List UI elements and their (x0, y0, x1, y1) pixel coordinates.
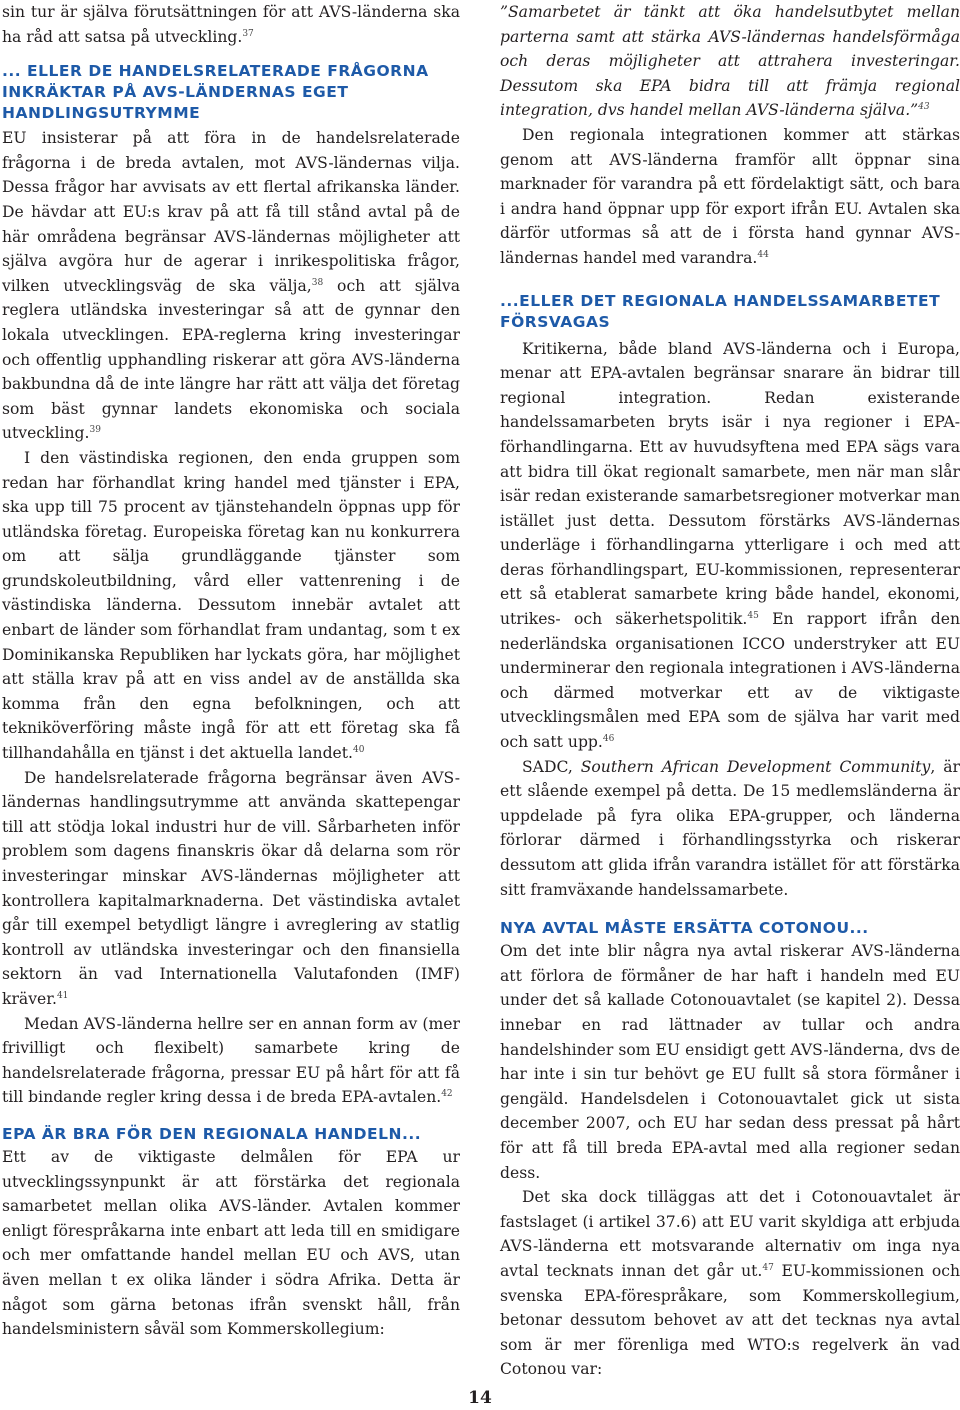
footnote-ref: 45 (747, 611, 759, 622)
paragraph: De handelsrelaterade frågorna begränsar även AVS-ländernas handlingsutrymme att använda skattepengar till att stödja lokal industri hur de vill. Sårbarheten inför problem som dagens finanskris ökar då delarna som rör investeringar minskar AVS-ländernas möjligheter att kontrollera kapitalmarknaderna. Det västindiska avtalet går till exempel betydligt längre i avreglering av statlig kontroll av utländska investeringar och den finansiella sektorn än vad Internationella Valutafonden (IMF) kräver.$^{41}$ (2, 768, 460, 1008)
paragraph: Om det inte blir några nya avtal riskerar AVS-länderna att förlora de förmåner de har haft i handeln med EU under det så kallade Cotonouavtalet (se kapitel 2). Dessa innebar en rad lättnader av tullar och andra handelshinder som EU ensidigt gett AVS-länderna, dvs de har inte i sin tur behövt ge EU fullt så stora förmåner i gengäld. Handelsdelen i Cotonouavtalet gick ut sista december 2007, och EU har sedan dess pressat på hårt för att få till breda EPA-avtal med alla regioner sedan dess. (500, 942, 960, 1182)
paragraph: SADC, Southern African Development Community, är ett slående exempel på detta. De 15 medlemsländerna är uppdelade på fyra olika EPA-grupper, och länderna förlorar därmed i förhandlingsstyrka och riskerar dessutom att glida ifrån varandra istället för att förstärka sitt framväxande handelssamarbete. (500, 757, 960, 899)
right-column (500, 0, 960, 1382)
footnote-ref: 41 (56, 990, 69, 1001)
section-heading: EPA ÄR BRA FÖR DEN REGIONALA HANDELN... (2, 1124, 422, 1143)
footnote-ref: 46 (602, 734, 615, 745)
footnote-ref: 39 (89, 425, 101, 436)
left-column (2, 0, 460, 1342)
section-heading: ...ELLER DET REGIONALA HANDELSSAMARBETET FÖRSVAGAS (500, 291, 941, 331)
paragraph: Det ska dock tilläggas att det i Cotonouavtalet är fastslaget (i artikel 37.6) att EU varit skyldiga att erbjuda AVS-länderna ett motsvarande alternativ om inga nya avtal tecknats innan det går ut.$^{47}$ EU-kommissionen och svenska EPA-förespråkare, som Kommerskollegium, betonar dessutom behovet av att det tecknas nya avtal som är mer förenliga med WTO:s regelverk än vad Cotonou var: (500, 1188, 960, 1379)
footnote-ref: 38 (311, 277, 324, 288)
footnote-ref: 47 (762, 1262, 774, 1273)
page-number: 14 (468, 1388, 492, 1408)
paragraph: Den regionala integrationen kommer att stärkas genom att AVS-länderna framför allt öppnar sina marknader för varandra på ett fördelaktigt sätt, och bara i andra hand öppnar upp för export ifrån EU. Avtalen ska därför utformas så att de i första hand gynnar AVS-ländernas handel med varandra.$^{44}$ (500, 125, 960, 267)
paragraph: EU insisterar på att föra in de handelsrelaterade frågorna i de breda avtalen, mot AVS-ländernas vilja. Dessa frågor har avvisats av ett flertal afrikanska länder. De hävdar att EU:s krav på att få till stånd avtal på de här områdena begränsar AVS-ländernas möjligheter att själva avgöra hur de agerar i inrikespolitiska frågor, vilken utvecklingsväg de ska välja,$^{38}$ och att själva reglera utländska investeringar så att de gynnar den lokala utvecklingen. EPA-reglerna kring investeringar och offentlig upphandling riskerar att göra AVS-länderna bakbundna då de inte längre har rätt att välja det företag som bäst gynnar landets ekonomiska och sociala utveckling.$^{39}$ (2, 129, 461, 443)
section-heading: NYA AVTAL MÅSTE ERSÄTTA COTONOU... (500, 919, 869, 938)
section-heading: ... ELLER DE HANDELSRELATERADE FRÅGORNA INKRÄKTAR PÅ AVS-LÄNDERNAS EGET HANDLINGSUTRYMME (2, 62, 429, 123)
paragraph: Medan AVS-länderna hellre ser en annan form av (mer frivilligt och flexibelt) samarbete kring de handelsrelaterade frågorna, pressar EU på hårt för att få till bindande regler kring dessa i de breda EPA-avtalen.$^{42}$ (2, 1014, 460, 1107)
footnote-ref: 40 (353, 745, 365, 756)
paragraph: Ett av de viktigaste delmålen för EPA ur utvecklingssynpunkt är att förstärka det regionala samarbetet mellan olika AVS-länder. Avtalen kommer enligt förespråkarna inte enbart att leda till en smidigare och mer omfattande handel mellan EU och AVS, utan även mellan t ex olika länder i södra Afrika. Detta är något som gärna betonas ifrån svenskt håll, från handelsministern såväl som Kommerskollegium: (2, 1147, 460, 1339)
paragraph: Kritikerna, både bland AVS-länderna och i Europa, menar att EPA-avtalen begränsar snarare än bidrar till regional integration. Redan existerande handelssamarbeten bryts isär i nya regioner i EPA-förhandlingarna. Ett av huvudsyftena med EPA sägs vara att bidra till ökat regionalt samarbete, men när man slår isär redan existerande samarbetsregioner motverkar man istället just detta. Dessutom förstärks AVS-ländernas underläge i förhandlingarna ytterligare i och med att deras förhandlingspart, EU-kommissionen, representerar ett så etablerat samarbete kring både handel, ekonomi, utrikes- och säkerhetspolitik.$^{45}$ En rapport ifrån den nederländska organisationen ICCO understryker att EU underminerar den regionala integrationen i AVS-länderna och därmed motverkar ett av de viktigaste utvecklingsmålen med EPA som de själva har varit med och satt upp.$^{46}$ (500, 339, 960, 752)
footnote-ref: 37 (242, 28, 254, 39)
footnote-ref: 42 (441, 1089, 453, 1100)
paragraph: sin tur är själva förutsättningen för att AVS-länderna ska ha råd att satsa på utveckling.$^{37}$ (2, 3, 460, 46)
footnote-ref: 44 (757, 249, 769, 260)
paragraph: I den västindiska regionen, den enda gruppen som redan har förhandlat kring handel med tjänster i EPA, ska upp till 75 procent av tjänstehandeln öppnas upp för utländska företag. Europeiska företag kan nu konkurrera om att sälja grundläggande tjänster som grundskoleutbildning, vård eller vattenrening i de västindiska länderna. Dessutom innebär avtalet att enbart de länder som förhandlat fram undantag, som t ex Dominikanska Republiken har lyckats göra, har möjlighet att ställa krav på att en viss andel av de anställda ska komma från den egna befolkningen, och att tekniköverföring måste ingå för att ett företag ska få tillhandahålla en tjänst i det aktuella landet.$^{40}$ (2, 448, 460, 763)
footnote-ref: 43 (918, 102, 930, 113)
block-quote: ”Samarbetet är tänkt att öka handelsutbytet mellan parterna samt att stärka AVS-ländernas handelsförmåga och deras möjligheter att attrahera investeringar. Dessutom ska EPA bidra till att främja regional integration, dvs handel mellan AVS-länderna själva.”$^{43}$ (500, 3, 960, 120)
